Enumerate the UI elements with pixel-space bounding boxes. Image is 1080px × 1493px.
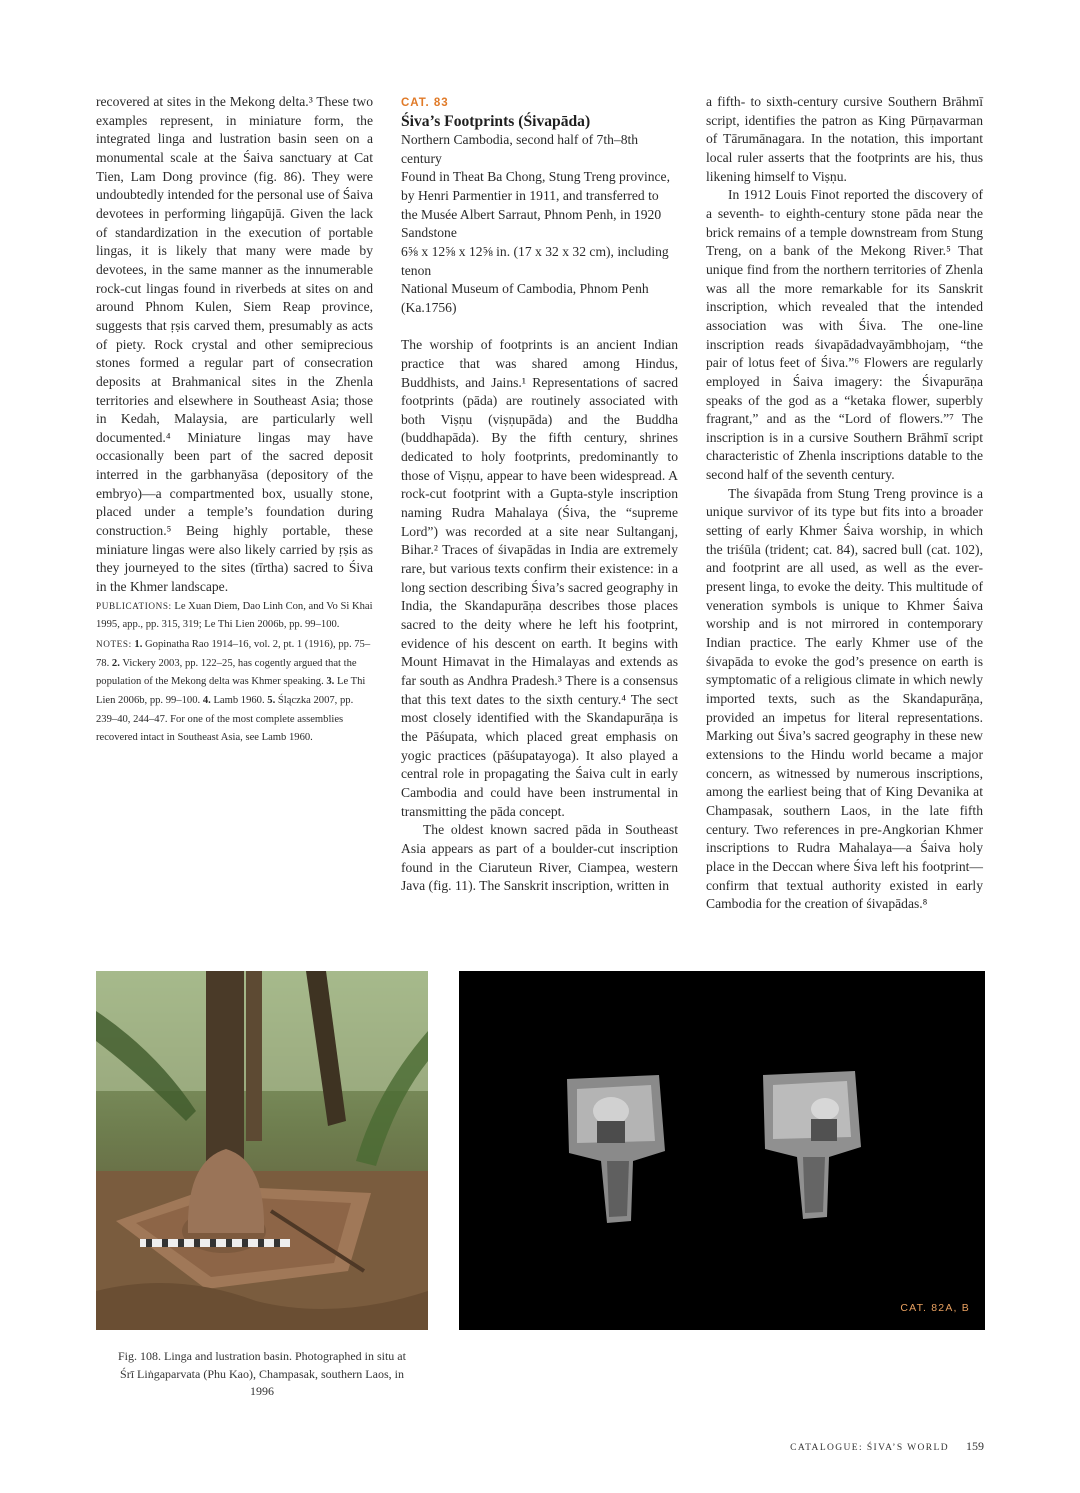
meta-provenance: Found in Theat Ba Chong, Stung Treng province, by Henri Parmentier in 1911, and transferred to the Musée Albert Sarraut, Phnom Penh, in 1920 xyxy=(401,169,670,222)
figure-caption: Fig. 108. Linga and lustration basin. Photographed in situ at Śrī Liṅgaparvata (Phu Kao), Champasak, southern Laos, in 1996 xyxy=(118,1349,406,1398)
body-paragraph: The śivapāda from Stung Treng province is a unique survivor of its type but fits into a broader setting of early Khmer Śaiva worship, in which the triśūla (trident; cat. 84), sacred bull (cat. 102), and footprint are all used, as well as the ever-present linga, to evoke the deity. This multitude of veneration symbols is unique to Khmer Śaiva worship and is not mirrored in contemporary Indian practice. The early Khmer use of the śivapāda to evoke the god’s presence on earth is symptomatic of a religious climate in which newly imported texts, such as the Skandapurāṇa, provided an impetus for literal representations. Marking out Śiva’s sacred geography in these new extensions to the Hindu world became a major concern, as witnessed by numerous inscriptions, among the earliest being that of King Devanika at Champasak, southern Laos, in the late fifth century. Two references in pre-Angkorian Khmer inscriptions to Rudra Mahalaya—a Śaiva holy place in the Deccan where Śiva left his footprint—confirm that textual authority existed in early Cambodia for the creation of śivapādas.⁸ xyxy=(706,485,983,912)
column-3 xyxy=(706,93,983,914)
note-number: 2. xyxy=(111,657,120,669)
linga-basin-photo xyxy=(96,971,428,1330)
crystal-lingas-illustration xyxy=(459,971,985,1330)
note-text: Le Thi Lien 2006b, pp. 99–100. xyxy=(96,676,366,706)
note-text: Gopinatha Rao 1914–16, vol. 2, pt. 1 (1916), pp. 75–78. xyxy=(96,639,371,669)
body-paragraph: The worship of footprints is an ancient Indian practice that was shared among Hindus, Buddhists, and Jains.¹ Representations of sacred footprints (pāda) are routinely associated with both Viṣṇu (viṣṇupāda) and the Buddha (buddhapāda). By the fifth century, shrines dedicated to holy footprints, predominantly to those of Viṣṇu, appear to have been widespread. A rock-cut footprint with a Gupta-style inscription naming Rudra Mahalaya (Śiva, the “supreme Lord”) was recorded at a site near Sultanganj, Bihar.² Traces of śivapādas in India are extremely rare, but various texts confirm their existence: in a long section describing Śiva’s sacred geography in India, the Skandapurāṇa describes those places sacred to the deity where he left his footprint, evidence of his descent on earth. It begins with Mount Himavat in the Himalayas and extends as far south as Andhra Pradesh.³ There is a consensus that this text dates to the sixth century.⁴ The sect most closely identified with the Skandapurāṇa is the Pāśupata, which placed great emphasis on yogic practices (pāśupatayoga). It also played a central role in propagating the Śaiva cult in early Cambodia and could have been instrumental in transmitting the pāda concept. xyxy=(401,337,678,819)
body-paragraph: a fifth- to sixth-century cursive Southern Brāhmī script, identifies the patron as King Pūrṇavarman of Tārumānagara. In the notation, this important local ruler asserts that the footprints are his, thus likening himself to Viṣṇu. xyxy=(706,94,983,184)
meta-material: Sandstone xyxy=(401,225,457,241)
note-number: 5. xyxy=(267,695,276,706)
catalogue-title: Śiva’s Footprints (Śivapāda) xyxy=(401,113,591,130)
object-metadata xyxy=(401,131,678,318)
note-text: Lamb 1960. xyxy=(213,695,265,706)
note-text: Vickery 2003, pp. 122–25, has cogently argued that the population of the Mekong delta was Khmer speaking. xyxy=(96,657,357,688)
publications-label: PUBLICATIONS: xyxy=(96,600,172,611)
photo-catalogue-label: CAT. 82A, B xyxy=(900,1302,970,1314)
column-1 xyxy=(96,93,373,748)
body-paragraph: The oldest known sacred pāda in Southeast Asia appears as part of a boulder-cut inscription found in the Ciaruteun River, Ciampea, western Java (fig. 11). The Sanskrit inscription, written in xyxy=(401,822,678,894)
linga-basin-illustration xyxy=(96,971,428,1330)
page-footer xyxy=(790,1439,984,1454)
note-number: 3. xyxy=(326,676,335,688)
publications xyxy=(96,597,373,635)
crystal-lingas-photo xyxy=(459,971,985,1330)
meta-collection: National Museum of Cambodia, Phnom Penh (Ka.1756) xyxy=(401,281,649,315)
body-paragraph: recovered at sites in the Mekong delta.³ These two examples represent, in miniature form, the integrated linga and lustration basin seen on a monumental scale at the Śaiva sanctuary at Cat Tien, Lam Dong province (fig. 86). They were undoubtedly intended for the personal use of Śaiva devotees in performing liṅgapūjā. Given the lack of standardization in the execution of portable lingas, it is likely that many were made by devotees, in the same manner as the innumerable rock-cut lingas found in riverbeds at sites on and around Phnom Kulen, Siem Reap province, suggests that ṛṣis carved them, presumably as acts of piety. Rock crystal and other semiprecious stones formed a regular part of consecration deposits at Brahmanical sites in the Zhenla territories and elsewhere in Southeast Asia; those in Kedah, Malaysia, are particularly well documented.⁴ Miniature lingas may have occasionally been part of the sacred deposit interred in the garbhanyāsa (depository of the embryo)—a compartmented box, usually stone, placed under a temple’s foundation during construction.⁵ Being highly portable, these miniature lingas were also likely carried by ṛṣis as they journeyed to the sites (tīrtha) sacred to Śiva in the Khmer landscape. xyxy=(96,94,373,595)
publications-text: Le Xuan Diem, Dao Linh Con, and Vo Si Khai 1995, app., pp. 315, 319; Le Thi Lien 2006b, pp. 99–100. xyxy=(96,600,373,631)
meta-dimensions: 6⅝ x 12⅝ x 12⅝ in. (17 x 32 x 32 cm), including tenon xyxy=(401,243,669,278)
note-text: Ślączka 2007, pp. 239–40, 244–47. For one of the most complete assemblies recovered intact in Southeast Asia, see Lamb 1960. xyxy=(96,695,354,744)
note-number: 4. xyxy=(202,695,211,706)
running-head: CATALOGUE: ŚIVA’S WORLD xyxy=(790,1443,949,1453)
meta-origin: Northern Cambodia, second half of 7th–8th century xyxy=(401,132,639,166)
page-number: 159 xyxy=(966,1439,984,1453)
notes xyxy=(96,635,373,748)
column-2 xyxy=(401,93,678,896)
catalogue-number: CAT. 83 xyxy=(401,97,449,109)
notes-label: NOTES: xyxy=(96,639,132,650)
body-paragraph: In 1912 Louis Finot reported the discovery of a seventh- to eighth-century stone pāda near the brick remains of a temple downstream from Stung Treng, on a bank of the Mekong River.⁵ That unique find from the northern territories of Zhenla was all the more remarkable for its Sanskrit inscription, which revealed that the intended association was with Śiva. The one-line inscription reads śivapādadvayāmbhojaṃ, “the pair of lotus feet of Śiva.”⁶ Flowers are regularly employed in Śaiva imagery: the Śivapurāṇa speaks of the god as a “ketaka flower, superbly fragrant,” and as the “Lord of flowers.”⁷ The inscription is in a cursive Southern Brāhmī script characteristic of Zhenla inscriptions datable to the second half of the seventh century. xyxy=(706,187,983,483)
note-number: 1. xyxy=(134,639,143,651)
